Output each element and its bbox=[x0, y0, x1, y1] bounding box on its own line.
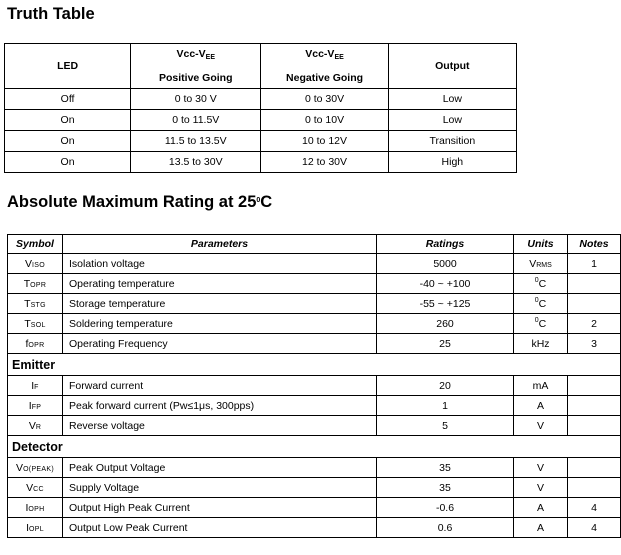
symbol-main: I bbox=[25, 501, 29, 514]
cell-symbol bbox=[8, 478, 63, 498]
cell-unit bbox=[514, 254, 568, 274]
cell-symbol bbox=[8, 518, 63, 538]
symbol-sub: OPR bbox=[28, 341, 45, 349]
cell-note bbox=[568, 294, 621, 314]
symbol-main: I bbox=[31, 379, 35, 392]
cell-positive-going: 0 to 30 V bbox=[131, 89, 261, 110]
unit-sup: 0 bbox=[534, 277, 539, 284]
cell-led: On bbox=[5, 110, 131, 131]
cell-parameter: Isolation voltage bbox=[63, 254, 377, 274]
cell-symbol bbox=[8, 334, 63, 354]
header-output: Output bbox=[388, 44, 516, 89]
unit-main: A bbox=[536, 399, 544, 412]
cell-note bbox=[568, 458, 621, 478]
cell-rating: -0.6 bbox=[377, 498, 514, 518]
cell-unit bbox=[514, 396, 568, 416]
symbol-main: T bbox=[24, 297, 31, 310]
cell-output: High bbox=[388, 152, 516, 173]
cell-parameter: Soldering temperature bbox=[63, 314, 377, 334]
cell-note bbox=[568, 396, 621, 416]
symbol-main: V bbox=[16, 461, 24, 474]
cell-note bbox=[568, 416, 621, 436]
cell-negative-going: 0 to 30V bbox=[261, 89, 388, 110]
table-row bbox=[8, 294, 621, 314]
table-row bbox=[5, 110, 517, 131]
symbol-sub: O(PEAK) bbox=[23, 465, 54, 473]
cell-note bbox=[568, 274, 621, 294]
symbol-main: T bbox=[24, 317, 31, 330]
header-vcc-positive-label: Positive Going bbox=[158, 72, 233, 84]
cell-negative-going: 0 to 10V bbox=[261, 110, 388, 131]
table-row bbox=[8, 376, 621, 396]
cell-parameter: Reverse voltage bbox=[63, 416, 377, 436]
section-emitter: Emitter bbox=[8, 354, 621, 376]
unit-main: mA bbox=[532, 379, 549, 392]
cell-parameter: Output High Peak Current bbox=[63, 498, 377, 518]
cell-rating: -40 ~ +100 bbox=[377, 274, 514, 294]
ratings-header-row bbox=[8, 235, 621, 254]
truth-table-body bbox=[5, 89, 517, 173]
table-row bbox=[8, 396, 621, 416]
symbol-main: V bbox=[25, 257, 33, 270]
symbol-main: I bbox=[26, 521, 29, 534]
table-row bbox=[8, 254, 621, 274]
header-vcc-positive-main: Vcc-V bbox=[176, 48, 206, 60]
unit-main: C bbox=[538, 318, 547, 330]
table-row bbox=[8, 334, 621, 354]
header-notes: Notes bbox=[568, 235, 621, 254]
unit-main: kHz bbox=[531, 337, 550, 350]
cell-rating: 1 bbox=[377, 396, 514, 416]
table-row bbox=[5, 131, 517, 152]
cell-parameter: Operating temperature bbox=[63, 274, 377, 294]
section-row-emitter bbox=[8, 354, 621, 376]
header-units: Units bbox=[514, 235, 568, 254]
symbol-sub: OPL bbox=[29, 525, 44, 533]
cell-symbol bbox=[8, 376, 63, 396]
cell-unit bbox=[514, 498, 568, 518]
cell-unit bbox=[514, 416, 568, 436]
truth-table bbox=[4, 43, 517, 173]
cell-output: Low bbox=[388, 110, 516, 131]
cell-note: 2 bbox=[568, 314, 621, 334]
cell-symbol bbox=[8, 294, 63, 314]
symbol-sub: OPH bbox=[28, 505, 45, 513]
cell-unit bbox=[514, 376, 568, 396]
cell-symbol bbox=[8, 416, 63, 436]
truth-table-title: Truth Table bbox=[7, 5, 95, 23]
cell-unit bbox=[514, 478, 568, 498]
header-led: LED bbox=[5, 44, 131, 89]
cell-rating: 25 bbox=[377, 334, 514, 354]
table-row bbox=[8, 478, 621, 498]
cell-parameter: Operating Frequency bbox=[63, 334, 377, 354]
symbol-sub: STG bbox=[30, 301, 46, 309]
ratings-title-unit: C bbox=[260, 193, 273, 211]
cell-rating: 35 bbox=[377, 458, 514, 478]
cell-note bbox=[568, 376, 621, 396]
section-detector: Detector bbox=[8, 436, 621, 458]
ratings-table bbox=[7, 234, 621, 538]
cell-parameter: Output Low Peak Current bbox=[63, 518, 377, 538]
cell-parameter: Forward current bbox=[63, 376, 377, 396]
cell-parameter: Peak forward current (Pw≤1μs, 300pps) bbox=[63, 396, 377, 416]
cell-symbol bbox=[8, 458, 63, 478]
header-symbol: Symbol bbox=[8, 235, 63, 254]
cell-unit bbox=[514, 458, 568, 478]
cell-rating: 20 bbox=[377, 376, 514, 396]
symbol-sub: FP bbox=[31, 403, 42, 411]
unit-sup: 0 bbox=[534, 317, 539, 324]
header-parameters: Parameters bbox=[63, 235, 377, 254]
table-row bbox=[5, 89, 517, 110]
cell-led: On bbox=[5, 131, 131, 152]
cell-symbol bbox=[8, 396, 63, 416]
ratings-title-sup: 0 bbox=[256, 197, 261, 204]
symbol-sub: SOL bbox=[30, 321, 46, 329]
symbol-sub: CC bbox=[33, 485, 44, 493]
table-row bbox=[8, 274, 621, 294]
ratings-emitter-rows bbox=[8, 376, 621, 436]
symbol-sub: R bbox=[35, 423, 42, 431]
symbol-main: V bbox=[26, 481, 34, 494]
truth-table-header-row bbox=[5, 44, 517, 89]
cell-rating: 0.6 bbox=[377, 518, 514, 538]
header-ratings: Ratings bbox=[377, 235, 514, 254]
unit-main: A bbox=[536, 521, 544, 534]
ratings-title-main: Absolute Maximum Rating at 25 bbox=[7, 193, 257, 211]
header-vcc-negative-label: Negative Going bbox=[286, 72, 364, 84]
cell-symbol bbox=[8, 498, 63, 518]
cell-parameter: Storage temperature bbox=[63, 294, 377, 314]
header-vcc-negative-sub: EE bbox=[334, 54, 344, 61]
unit-main: A bbox=[536, 501, 544, 514]
cell-rating: 5 bbox=[377, 416, 514, 436]
unit-sup: 0 bbox=[534, 297, 539, 304]
cell-note bbox=[568, 478, 621, 498]
ratings-general-rows bbox=[8, 254, 621, 354]
cell-led: Off bbox=[5, 89, 131, 110]
cell-negative-going: 10 to 12V bbox=[261, 131, 388, 152]
cell-parameter: Supply Voltage bbox=[63, 478, 377, 498]
cell-note: 4 bbox=[568, 498, 621, 518]
cell-note: 1 bbox=[568, 254, 621, 274]
symbol-sub: ISO bbox=[32, 261, 45, 269]
header-vcc-negative-main: Vcc-V bbox=[305, 48, 335, 60]
cell-unit bbox=[514, 334, 568, 354]
cell-unit bbox=[514, 294, 568, 314]
symbol-main: f bbox=[25, 337, 29, 350]
unit-main: V bbox=[536, 419, 544, 432]
symbol-sub: OPR bbox=[30, 281, 47, 289]
cell-output: Transition bbox=[388, 131, 516, 152]
cell-rating: -55 ~ +125 bbox=[377, 294, 514, 314]
table-row bbox=[8, 416, 621, 436]
unit-main: C bbox=[538, 278, 547, 290]
unit-main: C bbox=[538, 298, 547, 310]
unit-main: V bbox=[536, 481, 544, 494]
ratings-title bbox=[7, 193, 272, 212]
cell-note: 3 bbox=[568, 334, 621, 354]
symbol-main: V bbox=[28, 419, 36, 432]
cell-positive-going: 11.5 to 13.5V bbox=[131, 131, 261, 152]
cell-rating: 35 bbox=[377, 478, 514, 498]
header-vcc-positive-sub: EE bbox=[205, 54, 216, 61]
cell-symbol bbox=[8, 254, 63, 274]
unit-main: V bbox=[529, 257, 537, 270]
cell-led: On bbox=[5, 152, 131, 173]
cell-output: Low bbox=[388, 89, 516, 110]
header-vcc-negative bbox=[261, 44, 388, 89]
symbol-sub: F bbox=[34, 383, 39, 391]
table-row bbox=[8, 314, 621, 334]
section-row-detector bbox=[8, 436, 621, 458]
cell-unit bbox=[514, 274, 568, 294]
unit-main: V bbox=[536, 461, 544, 474]
unit-sub: RMS bbox=[536, 261, 552, 269]
table-row bbox=[8, 498, 621, 518]
table-row bbox=[8, 458, 621, 478]
cell-unit bbox=[514, 314, 568, 334]
table-row bbox=[8, 518, 621, 538]
cell-rating: 5000 bbox=[377, 254, 514, 274]
cell-unit bbox=[514, 518, 568, 538]
cell-negative-going: 12 to 30V bbox=[261, 152, 388, 173]
cell-symbol bbox=[8, 274, 63, 294]
header-vcc-positive bbox=[131, 44, 261, 89]
table-row bbox=[5, 152, 517, 173]
cell-positive-going: 0 to 11.5V bbox=[131, 110, 261, 131]
cell-positive-going: 13.5 to 30V bbox=[131, 152, 261, 173]
cell-parameter: Peak Output Voltage bbox=[63, 458, 377, 478]
symbol-main: I bbox=[28, 399, 32, 412]
ratings-detector-rows bbox=[8, 458, 621, 538]
cell-symbol bbox=[8, 314, 63, 334]
cell-rating: 260 bbox=[377, 314, 514, 334]
cell-note: 4 bbox=[568, 518, 621, 538]
symbol-main: T bbox=[23, 277, 31, 290]
